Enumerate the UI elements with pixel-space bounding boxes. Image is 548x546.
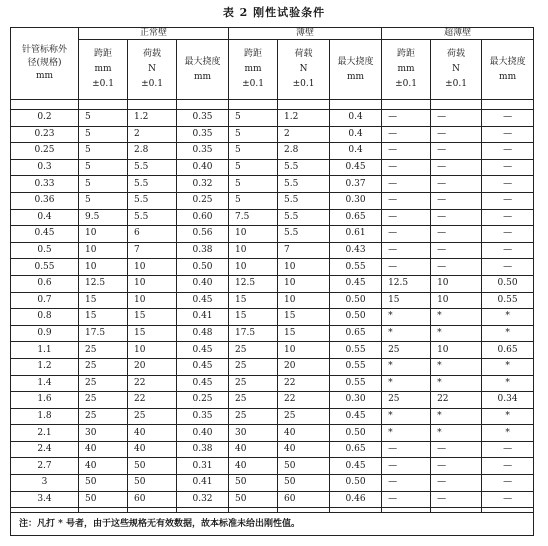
table-row [11, 441, 534, 458]
value-cell: 20 [278, 358, 330, 375]
value-cell: 0.60 [177, 209, 229, 226]
value-cell: 0.50 [482, 275, 534, 292]
value-cell: 10 [431, 342, 482, 359]
value-cell: 0.4 [330, 126, 382, 143]
value-cell: 25 [229, 342, 278, 359]
value-cell: 50 [79, 475, 128, 492]
table-row [11, 342, 534, 359]
value-cell: 25 [229, 408, 278, 425]
value-cell: 25 [79, 408, 128, 425]
value-cell: — [431, 209, 482, 226]
value-cell: 40 [278, 441, 330, 458]
value-cell: 25 [128, 408, 177, 425]
value-cell: 2.8 [278, 143, 330, 160]
value-cell: 0.38 [177, 441, 229, 458]
value-cell: — [482, 259, 534, 276]
value-cell: — [431, 491, 482, 508]
value-cell: — [382, 192, 431, 209]
value-cell: — [431, 110, 482, 127]
value-cell: 10 [229, 226, 278, 243]
value-cell: 15 [79, 309, 128, 326]
value-cell: 10 [79, 226, 128, 243]
value-cell: 50 [79, 491, 128, 508]
value-cell: 0.65 [482, 342, 534, 359]
value-cell: * [382, 425, 431, 442]
value-cell: * [431, 358, 482, 375]
value-cell: 0.35 [177, 408, 229, 425]
value-cell: 30 [229, 425, 278, 442]
value-cell: 7 [128, 242, 177, 259]
table-row [11, 126, 534, 143]
value-cell: 17.5 [79, 325, 128, 342]
spec-cell: 2.1 [11, 425, 79, 442]
table-row [11, 358, 534, 375]
value-cell: 12.5 [382, 275, 431, 292]
value-cell: 0.65 [330, 325, 382, 342]
value-cell: 40 [128, 441, 177, 458]
value-cell: 0.35 [177, 110, 229, 127]
spec-cell: 3 [11, 475, 79, 492]
value-cell: 0.30 [330, 192, 382, 209]
spec-cell: 0.45 [11, 226, 79, 243]
value-cell: — [431, 458, 482, 475]
value-cell: 40 [79, 458, 128, 475]
value-cell: 22 [128, 375, 177, 392]
value-cell: 25 [278, 408, 330, 425]
value-cell: * [482, 325, 534, 342]
value-cell: 0.50 [330, 292, 382, 309]
value-cell: — [431, 226, 482, 243]
value-cell: 50 [278, 475, 330, 492]
group-header-thin: 薄壁 [229, 28, 382, 40]
deflection-header: 最大挠度 mm [482, 40, 534, 100]
spec-cell: 0.23 [11, 126, 79, 143]
value-cell: 0.25 [177, 392, 229, 409]
value-cell: 15 [128, 309, 177, 326]
value-cell: 0.61 [330, 226, 382, 243]
value-cell: 25 [79, 375, 128, 392]
value-cell: — [431, 192, 482, 209]
value-cell: 40 [79, 441, 128, 458]
value-cell: 0.55 [330, 358, 382, 375]
value-cell: — [382, 259, 431, 276]
value-cell: 0.41 [177, 475, 229, 492]
value-cell: 0.45 [177, 292, 229, 309]
group-header-ultrathin: 超薄壁 [382, 28, 534, 40]
value-cell: 5 [229, 110, 278, 127]
value-cell: 2.8 [128, 143, 177, 160]
table-title: 表 2 刚性试验条件 [222, 6, 326, 19]
value-cell: 0.50 [330, 309, 382, 326]
load-header: 荷载 N ±0.1 [128, 40, 177, 100]
value-cell: 0.31 [177, 458, 229, 475]
value-cell: 5 [229, 192, 278, 209]
value-cell: 15 [278, 309, 330, 326]
value-cell: 5 [79, 192, 128, 209]
table-row [11, 475, 534, 492]
table-row [11, 275, 534, 292]
value-cell: — [482, 110, 534, 127]
value-cell: 0.55 [482, 292, 534, 309]
value-cell: — [482, 458, 534, 475]
value-cell: 25 [79, 342, 128, 359]
value-cell: 0.37 [330, 176, 382, 193]
spec-cell: 1.6 [11, 392, 79, 409]
spec-cell: 2.4 [11, 441, 79, 458]
spec-cell: 0.3 [11, 159, 79, 176]
value-cell: — [382, 110, 431, 127]
value-cell: 0.55 [330, 259, 382, 276]
value-cell: 7 [278, 242, 330, 259]
value-cell: 0.65 [330, 441, 382, 458]
value-cell: 40 [229, 441, 278, 458]
table-row [11, 242, 534, 259]
value-cell: 6 [128, 226, 177, 243]
value-cell: — [431, 126, 482, 143]
span-header: 跨距 mm ±0.1 [229, 40, 278, 100]
value-cell: 50 [229, 475, 278, 492]
value-cell: 5.5 [128, 159, 177, 176]
value-cell: 0.25 [177, 192, 229, 209]
value-cell: 0.55 [330, 375, 382, 392]
value-cell: * [382, 325, 431, 342]
value-cell: — [382, 475, 431, 492]
value-cell: 5 [229, 126, 278, 143]
value-cell: 25 [229, 358, 278, 375]
value-cell: 10 [128, 259, 177, 276]
value-cell: 0.34 [482, 392, 534, 409]
value-cell: 25 [229, 375, 278, 392]
value-cell: 10 [278, 275, 330, 292]
value-cell: * [482, 408, 534, 425]
value-cell: 30 [79, 425, 128, 442]
value-cell: — [431, 176, 482, 193]
value-cell: 7.5 [229, 209, 278, 226]
value-cell: — [482, 475, 534, 492]
value-cell: 50 [229, 491, 278, 508]
value-cell: 0.38 [177, 242, 229, 259]
value-cell: — [482, 143, 534, 160]
spec-cell: 1.4 [11, 375, 79, 392]
table-row [11, 408, 534, 425]
group-header-normal: 正常壁 [79, 28, 229, 40]
value-cell: 15 [229, 309, 278, 326]
value-cell: — [482, 242, 534, 259]
value-cell: — [431, 242, 482, 259]
value-cell: 60 [128, 491, 177, 508]
value-cell: 5.5 [128, 176, 177, 193]
value-cell: 5.5 [278, 209, 330, 226]
spec-cell: 0.55 [11, 259, 79, 276]
value-cell: — [382, 176, 431, 193]
table-row [11, 309, 534, 326]
value-cell: — [382, 159, 431, 176]
value-cell: 0.4 [330, 143, 382, 160]
value-cell: 50 [278, 458, 330, 475]
value-cell: 22 [278, 375, 330, 392]
value-cell: 0.32 [177, 491, 229, 508]
spec-cell: 0.25 [11, 143, 79, 160]
value-cell: 0.43 [330, 242, 382, 259]
value-cell: 40 [229, 458, 278, 475]
value-cell: * [482, 309, 534, 326]
value-cell: 0.45 [177, 342, 229, 359]
load-header: 荷载 N ±0.1 [431, 40, 482, 100]
value-cell: — [431, 475, 482, 492]
value-cell: 22 [128, 392, 177, 409]
value-cell: 5.5 [278, 176, 330, 193]
value-cell: 12.5 [229, 275, 278, 292]
value-cell: 5.5 [278, 226, 330, 243]
value-cell: 22 [431, 392, 482, 409]
table-row [11, 176, 534, 193]
value-cell: — [431, 259, 482, 276]
spec-cell: 1.8 [11, 408, 79, 425]
table-row [11, 192, 534, 209]
value-cell: 5 [79, 126, 128, 143]
value-cell: — [382, 441, 431, 458]
value-cell: 0.35 [177, 143, 229, 160]
table-row [11, 259, 534, 276]
deflection-header: 最大挠度 mm [177, 40, 229, 100]
load-header: 荷载 N ±0.1 [278, 40, 330, 100]
value-cell: 2 [278, 126, 330, 143]
value-cell: 15 [278, 325, 330, 342]
value-cell: 10 [128, 292, 177, 309]
value-cell: 50 [128, 458, 177, 475]
value-cell: — [382, 242, 431, 259]
value-cell: * [382, 358, 431, 375]
value-cell: — [382, 126, 431, 143]
value-cell: — [382, 143, 431, 160]
value-cell: — [431, 441, 482, 458]
value-cell: 0.56 [177, 226, 229, 243]
value-cell: 0.50 [330, 475, 382, 492]
spec-cell: 3.4 [11, 491, 79, 508]
value-cell: 10 [431, 292, 482, 309]
table-row [11, 209, 534, 226]
value-cell: — [482, 209, 534, 226]
value-cell: 0.65 [330, 209, 382, 226]
value-cell: 1.2 [128, 110, 177, 127]
value-cell: 10 [128, 342, 177, 359]
value-cell: * [482, 425, 534, 442]
table-note: 注：凡打 * 号者，由于这些规格无有效数据，故本标准未给出刚性值。 [11, 513, 534, 536]
value-cell: 0.50 [330, 425, 382, 442]
value-cell: * [482, 375, 534, 392]
value-cell: 0.40 [177, 159, 229, 176]
table-row [11, 292, 534, 309]
value-cell: 0.45 [330, 458, 382, 475]
value-cell: 5.5 [278, 192, 330, 209]
value-cell: 25 [382, 342, 431, 359]
value-cell: — [382, 209, 431, 226]
value-cell: 25 [382, 392, 431, 409]
value-cell: 15 [229, 292, 278, 309]
spec-cell: 1.2 [11, 358, 79, 375]
value-cell: * [382, 408, 431, 425]
value-cell: 2 [128, 126, 177, 143]
value-cell: — [482, 441, 534, 458]
table-row [11, 325, 534, 342]
value-cell: 0.41 [177, 309, 229, 326]
value-cell: — [431, 159, 482, 176]
value-cell: 0.45 [177, 358, 229, 375]
spec-header: 针管标称外 径(规格) mm [11, 28, 79, 100]
value-cell: 0.32 [177, 176, 229, 193]
table-row [11, 110, 534, 127]
value-cell: — [382, 491, 431, 508]
table-row [11, 226, 534, 243]
value-cell: 0.55 [330, 342, 382, 359]
table-row [11, 392, 534, 409]
value-cell: 10 [229, 259, 278, 276]
value-cell: 0.48 [177, 325, 229, 342]
value-cell: 0.46 [330, 491, 382, 508]
table-row [11, 159, 534, 176]
value-cell: 15 [128, 325, 177, 342]
value-cell: 5 [229, 143, 278, 160]
value-cell: 10 [79, 242, 128, 259]
value-cell: 10 [278, 292, 330, 309]
value-cell: 9.5 [79, 209, 128, 226]
table-row [11, 143, 534, 160]
value-cell: 5 [229, 159, 278, 176]
spec-cell: 0.8 [11, 309, 79, 326]
value-cell: 0.40 [177, 425, 229, 442]
value-cell: 10 [229, 242, 278, 259]
value-cell: — [482, 126, 534, 143]
spec-cell: 0.4 [11, 209, 79, 226]
value-cell: * [382, 309, 431, 326]
value-cell: 0.45 [177, 375, 229, 392]
spec-cell: 0.7 [11, 292, 79, 309]
table-row [11, 425, 534, 442]
table-body [11, 100, 534, 508]
value-cell: 10 [278, 342, 330, 359]
value-cell: 20 [128, 358, 177, 375]
value-cell: 25 [229, 392, 278, 409]
value-cell: 5.5 [278, 159, 330, 176]
value-cell: 5 [79, 143, 128, 160]
spacer-row [11, 100, 534, 110]
value-cell: 10 [431, 275, 482, 292]
value-cell: 10 [278, 259, 330, 276]
value-cell: * [431, 375, 482, 392]
value-cell: 0.45 [330, 159, 382, 176]
value-cell: — [482, 176, 534, 193]
rigidity-test-table [10, 27, 534, 536]
value-cell: * [382, 375, 431, 392]
value-cell: 25 [79, 358, 128, 375]
value-cell: — [482, 226, 534, 243]
value-cell: 60 [278, 491, 330, 508]
spec-cell: 0.5 [11, 242, 79, 259]
value-cell: — [382, 226, 431, 243]
value-cell: 12.5 [79, 275, 128, 292]
value-cell: 10 [79, 259, 128, 276]
spec-cell: 0.2 [11, 110, 79, 127]
table-row [11, 491, 534, 508]
value-cell: 5.5 [128, 209, 177, 226]
value-cell: 5 [79, 176, 128, 193]
value-cell: 5.5 [128, 192, 177, 209]
value-cell: — [482, 491, 534, 508]
table-row [11, 458, 534, 475]
value-cell: 5 [79, 110, 128, 127]
value-cell: 40 [278, 425, 330, 442]
value-cell: 15 [382, 292, 431, 309]
value-cell: 0.45 [330, 275, 382, 292]
spec-cell: 2.7 [11, 458, 79, 475]
value-cell: 1.2 [278, 110, 330, 127]
value-cell: 22 [278, 392, 330, 409]
value-cell: — [382, 458, 431, 475]
value-cell: — [431, 143, 482, 160]
value-cell: — [482, 192, 534, 209]
value-cell: * [482, 358, 534, 375]
value-cell: — [482, 159, 534, 176]
value-cell: * [431, 309, 482, 326]
spec-cell: 0.36 [11, 192, 79, 209]
value-cell: 0.35 [177, 126, 229, 143]
spec-cell: 1.1 [11, 342, 79, 359]
span-header: 跨距 mm ±0.1 [382, 40, 431, 100]
span-header: 跨距 mm ±0.1 [79, 40, 128, 100]
spec-cell: 0.6 [11, 275, 79, 292]
deflection-header: 最大挠度 mm [330, 40, 382, 100]
spec-cell: 0.9 [11, 325, 79, 342]
value-cell: * [431, 425, 482, 442]
value-cell: 15 [79, 292, 128, 309]
value-cell: 10 [128, 275, 177, 292]
value-cell: 0.50 [177, 259, 229, 276]
value-cell: 17.5 [229, 325, 278, 342]
value-cell: 0.45 [330, 408, 382, 425]
value-cell: 50 [128, 475, 177, 492]
value-cell: 25 [79, 392, 128, 409]
spec-cell: 0.33 [11, 176, 79, 193]
value-cell: 5 [229, 176, 278, 193]
value-cell: * [431, 408, 482, 425]
value-cell: 5 [79, 159, 128, 176]
value-cell: 40 [128, 425, 177, 442]
value-cell: 0.4 [330, 110, 382, 127]
table-row [11, 375, 534, 392]
value-cell: 0.40 [177, 275, 229, 292]
value-cell: 0.30 [330, 392, 382, 409]
value-cell: * [431, 325, 482, 342]
